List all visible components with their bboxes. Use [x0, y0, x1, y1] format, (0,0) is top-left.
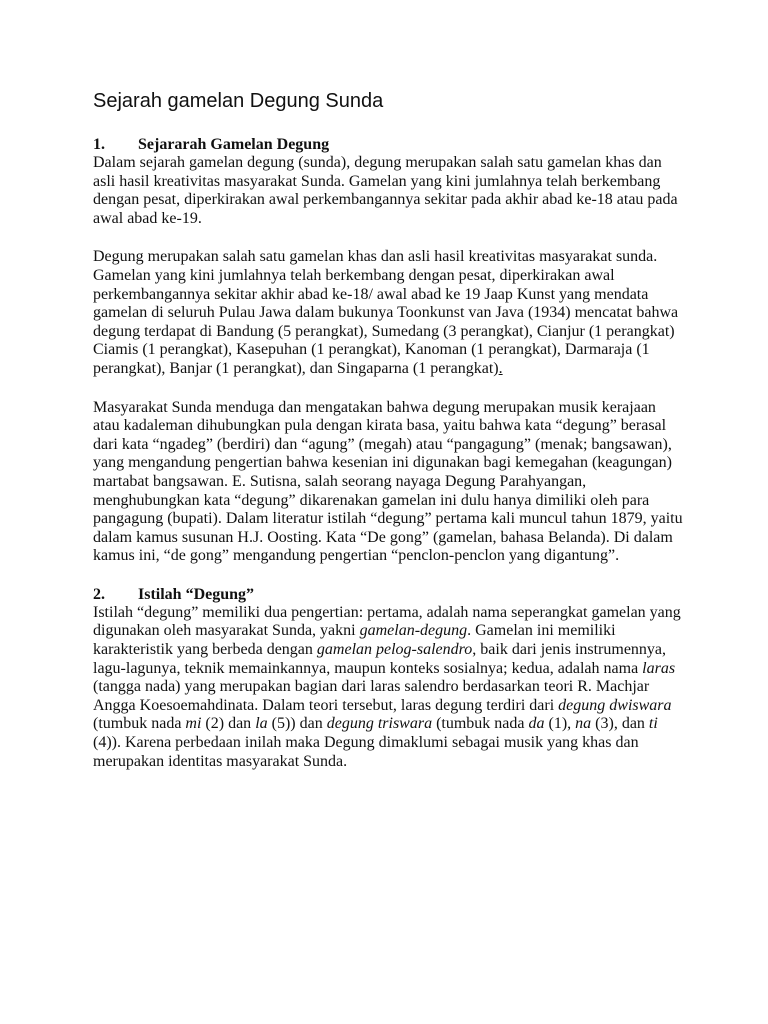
paragraph-2-trailing-mark: . [498, 359, 503, 377]
text-run: (5)) dan [267, 715, 327, 733]
text-run: . Gamelan ini memiliki karakteristik yang berbeda dengan [93, 622, 616, 659]
section-2-number: 2. [93, 585, 105, 603]
section-2-title: Istilah “Degung” [138, 585, 255, 603]
text-run: (tumbuk nada [432, 715, 529, 733]
section-2-heading [93, 586, 683, 604]
text-run: (tumbuk nada [93, 715, 186, 733]
text-run: (tangga nada) yang merupakan bagian dari laras salendro berdasarkan teori R. Machjar Angga Koesoemahdinata. Dalam teori tersebut, laras degung terdiri dari [93, 678, 650, 714]
italic-term: degung dwiswara [558, 696, 672, 714]
section-1-heading [93, 136, 683, 154]
text-run: Istilah “degung” memiliki dua pengertian: pertama, adalah nama seperangkat gamelan yang digunakan oleh masyarakat Sunda, yakni [93, 603, 681, 640]
italic-term: mi [185, 715, 202, 733]
text-run: (4)). Karena perbedaan inilah maka Degung dimaklumi sebagai musik yang khas dan merupakan identitas masyarakat Sunda. [93, 734, 639, 770]
section-1-paragraph-2-text: Degung merupakan salah satu gamelan khas dan asli hasil kreativitas masyarakat sunda. Gamelan yang kini jumlahnya telah berkembang dengan pesat, diperkirakan awal perkembangannya sekitar akhir abad ke-18/ awal abad ke 19 Jaap Kunst yang mendata gamelan di seluruh Pulau Jawa dalam bukunya Toonkunst van Java (1934) mencatat bahwa degung terdapat di Bandung (5 perangkat), Sumedang (3 perangkat), Cianjur (1 perangkat) Ciamis (1 perangkat), Kasepuhan (1 perangkat), Kanoman (1 perangkat), Darmaraja (1 perangkat), Banjar (1 perangkat), dan Singaparna (1 perangkat) [93, 248, 679, 377]
italic-term: ti [648, 715, 658, 733]
text-run: , baik dari jenis instrumennya, lagu-lagunya, teknik memainkannya, maupun konteks sosialnya; kedua, adalah nama [93, 641, 667, 677]
section-1-paragraph-3: Masyarakat Sunda menduga dan mengatakan bahwa degung merupakan musik kerajaan atau kadaleman dihubungkan pula dengan kirata basa, yaitu bahwa kata “degung” berasal dari kata “ngadeg” (berdiri) dan “agung” (megah) atau “pangagung” (menak; bangsawan), yang mengandung pengertian bahwa kesenian ini digunakan bagi kemegahan (keagungan) martabat bangsawan. E. Sutisna, salah seorang nayaga Degung Parahyangan, menghubungkan kata “degung” dikarenakan gamelan ini dulu hanya dimiliki oleh para pangagung (bupati). Dalam literatur istilah “degung” pertama kali muncul tahun 1879, yaitu dalam kamus susunan H.J. Oosting. Kata “De gong” (gamelan, bahasa Belanda). Di dalam kamus ini, “de gong” mengandung pengertian “penclon-penclon yang digantung”. [93, 398, 683, 565]
italic-term: degung triswara [326, 715, 433, 733]
text-run: (1), [544, 715, 576, 733]
italic-term: da [528, 715, 545, 733]
document-page [93, 88, 683, 771]
section-1-number: 1. [93, 136, 105, 153]
text-run: (3), dan [591, 715, 649, 733]
italic-term: na [575, 715, 592, 733]
italic-term: gamelan-degung [359, 622, 468, 640]
section-1-title: Sejararah Gamelan Degung [138, 136, 330, 153]
text-run: (2) dan [201, 715, 256, 733]
italic-term: laras [642, 659, 676, 677]
section-1-paragraph-2 [93, 248, 683, 378]
document-title: Sejarah gamelan Degung Sunda [93, 90, 384, 112]
section-1-paragraph-1: Dalam sejarah gamelan degung (sunda), degung merupakan salah satu gamelan khas dan asli hasil kreativitas masyarakat Sunda. Gamelan yang kini jumlahnya telah berkembang dengan pesat, diperkirakan awal perkembangannya sekitar pada akhir abad ke-18 atau pada awal abad ke-19. [93, 154, 678, 227]
italic-term: gamelan pelog-salendro [316, 641, 473, 659]
section-2-paragraph [93, 604, 683, 771]
italic-term: la [255, 715, 268, 733]
